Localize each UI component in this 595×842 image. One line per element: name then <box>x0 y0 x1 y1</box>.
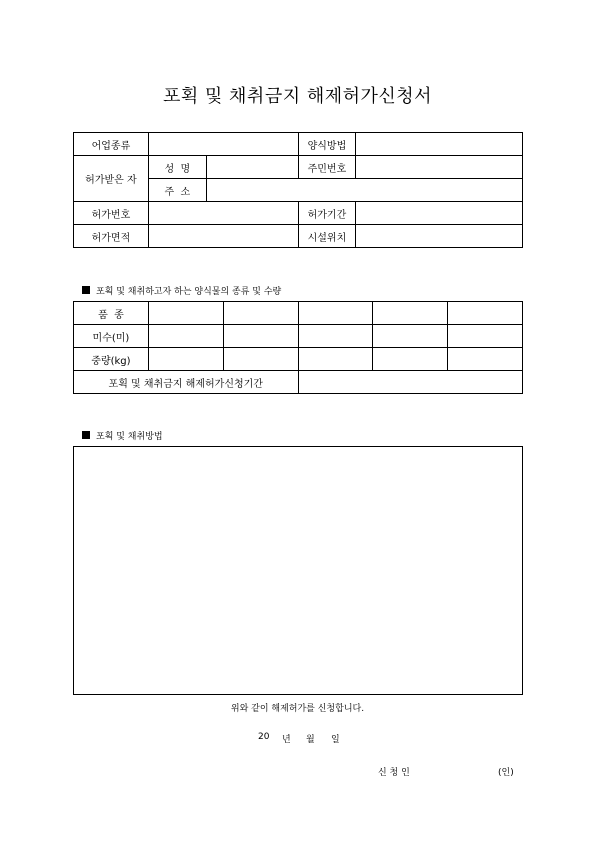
business-type-field[interactable] <box>148 133 298 156</box>
weight-cell[interactable] <box>148 348 223 371</box>
address-label: 주 소 <box>148 179 206 202</box>
facility-location-field[interactable] <box>356 225 523 248</box>
weight-cell[interactable] <box>223 348 298 371</box>
document-title: 포획 및 채취금지 해제허가신청서 <box>162 86 433 107</box>
culture-method-field[interactable] <box>356 133 523 156</box>
count-cell[interactable] <box>448 325 523 348</box>
permit-period-label: 허가기간 <box>298 202 356 225</box>
species-cell[interactable] <box>223 302 298 325</box>
species-cell[interactable] <box>148 302 223 325</box>
permit-no-field[interactable] <box>148 202 298 225</box>
name-label: 성 명 <box>148 156 206 179</box>
species-label: 품 종 <box>74 302 149 325</box>
permit-area-field[interactable] <box>148 225 298 248</box>
weight-cell[interactable] <box>298 348 373 371</box>
count-cell[interactable] <box>223 325 298 348</box>
resident-no-field[interactable] <box>356 156 523 179</box>
culture-method-label: 양식방법 <box>298 133 356 156</box>
date-day-unit: 일 <box>331 735 340 745</box>
permit-no-label: 허가번호 <box>74 202 149 225</box>
square-bullet-icon <box>82 431 90 439</box>
weight-label: 중량(kg) <box>74 348 149 371</box>
permit-period-field[interactable] <box>356 202 523 225</box>
resident-no-label: 주민번호 <box>298 156 356 179</box>
request-period-label: 포획 및 채취금지 해제허가신청기간 <box>74 371 299 394</box>
section-heading-method-text: 포획 및 채취방법 <box>96 432 163 442</box>
permit-area-label: 허가면적 <box>74 225 149 248</box>
count-label: 미수(미) <box>74 325 149 348</box>
permittee-label: 허가받은 자 <box>74 156 149 202</box>
address-field[interactable] <box>206 179 522 202</box>
species-cell[interactable] <box>298 302 373 325</box>
section-heading-species-text: 포획 및 채취하고자 하는 양식물의 종류 및 수량 <box>96 287 282 297</box>
facility-location-label: 시설위치 <box>298 225 356 248</box>
count-cell[interactable] <box>148 325 223 348</box>
count-cell[interactable] <box>373 325 448 348</box>
weight-cell[interactable] <box>373 348 448 371</box>
applicant-info-table <box>73 132 523 248</box>
section-heading-species <box>82 284 281 297</box>
section-heading-method <box>82 429 163 442</box>
business-type-label: 어업종류 <box>74 133 149 156</box>
species-cell[interactable] <box>373 302 448 325</box>
weight-cell[interactable] <box>448 348 523 371</box>
declaration-text: 위와 같이 해제허가를 신청합니다. <box>230 704 365 714</box>
date-month-unit: 월 <box>306 735 315 745</box>
date-year-unit: 년 <box>282 735 291 745</box>
species-cell[interactable] <box>448 302 523 325</box>
count-cell[interactable] <box>298 325 373 348</box>
square-bullet-icon <box>82 286 90 294</box>
species-quantity-table <box>73 301 523 394</box>
date-year: 20 <box>258 732 270 742</box>
capture-method-field[interactable] <box>73 446 523 695</box>
applicant-label: 신 청 인 <box>378 768 410 778</box>
seal-mark: (인) <box>498 768 514 778</box>
request-period-field[interactable] <box>298 371 523 394</box>
name-field[interactable] <box>206 156 298 179</box>
